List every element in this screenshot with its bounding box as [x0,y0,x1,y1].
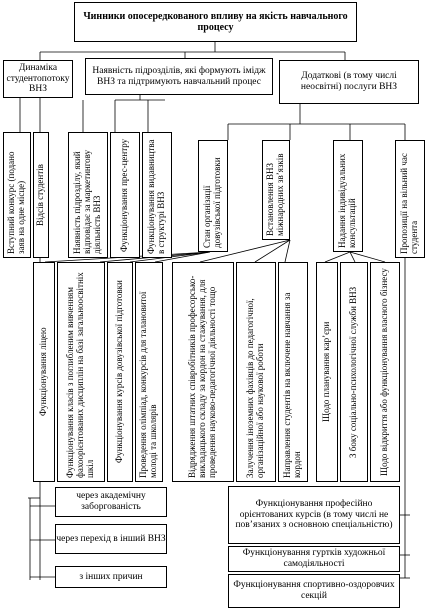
diagram-title: Чинники опосередкованого впливу на якість навчального процесу [74,2,357,42]
node-leisure: Пропозиції на вільний час студента [395,140,425,258]
node-marketing-unit: Наявність підрозділу, який відповідає за маркетингову діяльність ВНЗ [68,132,108,258]
node-reason-other: з інших причин [55,566,167,588]
node-reason-academic-debt: через академічну заборгованість [55,487,167,517]
node-business-advice: Щодо відкриття або функціонування власного бізнесу [370,262,400,482]
node-lyceum: Функціонування ліцею [33,262,55,482]
node-press-center: Функціонування прес-центру [110,132,140,258]
node-additional-services: Додаткові (в тому числі неосвітні) послуги ВНЗ [279,60,419,104]
node-sports-sections: Функціонування спортивно-оздоровчих секцій [228,574,400,608]
node-student-exchange: Направлення студентів на включене навчання за кордон [278,262,308,482]
node-admission: Вступний конкурс (подано заяв на одне місце) [3,132,31,258]
node-prep-courses: Функціонування курсів довузівської підготовки [107,262,133,482]
node-preuniversity: Стан організації довузівської підготовки [198,140,228,252]
node-art-clubs: Функціонування гуртків художньої самодіяльності [228,546,400,572]
node-publishing: Функціонування видавництва в структурі ВНЗ [142,132,172,258]
node-dynamics: Динаміка студентопотоку ВНЗ [3,60,73,98]
node-reason-transfer: через перехід в інший ВНЗ [55,524,167,554]
node-international: Встановлення ВНЗ міжнародних зв’язків [262,140,290,240]
node-olympiads: Проведення олімпіад, конкурсів для талановитої молоді та школярів [135,262,163,482]
node-dropout: Відсів студентів [33,132,49,258]
node-professional-courses: Функціонування професійно орієнтованих курсів (в тому числі не пов’язаних з основною спеціальністю) [228,486,400,544]
node-staff-internships: Відрядження штатних співробітників професорсько-викладацького складу за кордон на стажування, для проведення науково-педагогічної діяльності тощо [172,262,234,482]
node-career-planning: Щодо планування кар’єри [316,262,338,482]
node-consulting: Надання індивідуальних консультацій [333,140,363,252]
node-psych-service: З боку соціально-психологічної служби ВНЗ [340,262,368,482]
node-specialized-classes: Функціонування класів з поглибленим вивченням фахоорієнтованих дисциплін на базі загальноосвітніх шкіл [57,262,105,482]
node-image-units: Наявність підрозділів, які формують імідж ВНЗ та підтримують навчальний процес [85,58,273,95]
node-foreign-specialists: Залучення іноземних фахівців до педагогічної, організаційної або наукової роботи [236,262,276,482]
